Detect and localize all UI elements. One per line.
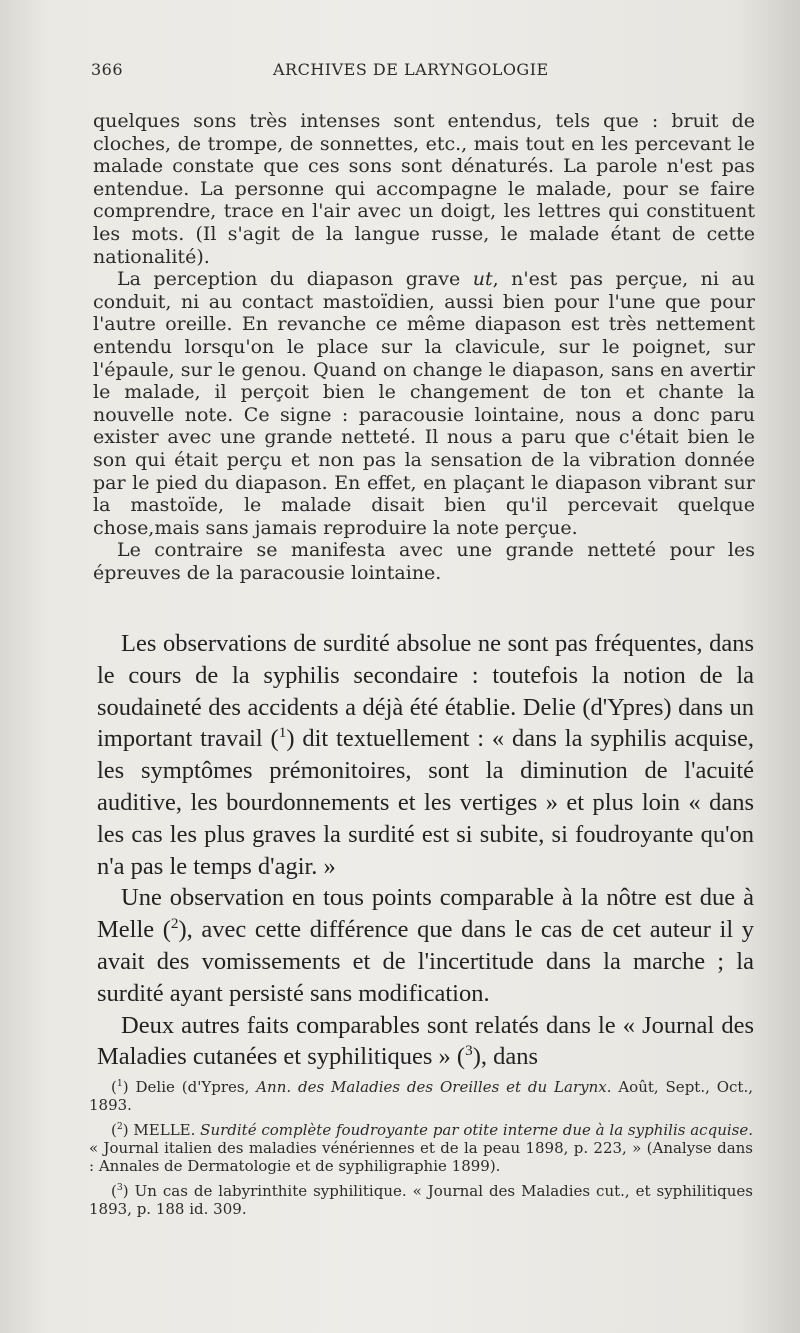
paragraph: Les observations de surdité absolue ne sont pas fréquentes, dans le cours de la syphilis secondaire : toutefois la notion de la soudaineté des accidents a déjà été établie. Delie (d'Ypres) dans un important travail ($^1$) dit textuellement : « dans la syphilis acquise, les symptômes prémonitoires, sont la diminution de l'acuité auditive, les bourdonnements et les vertiges » et plus loin « dans les cas les plus graves la surdité est si subite, si foudroyante qu'on n'a pas le temps d'agir. » [97, 630, 754, 880]
footnote-ref: 3 [465, 1042, 473, 1060]
footnotes [89, 1078, 753, 1225]
footnote: ($^3$) Un cas de labyrinthite syphilitique. « Journal des Maladies cut., et syphilitiques 1893, p. 188 id. 309. [89, 1182, 753, 1218]
footnote: ($^1$) Delie (d'Ypres, Ann. des Maladies des Oreilles et du Larynx. Août, Sept., Oct., 1893. [89, 1078, 753, 1114]
paragraph: Une observation en tous points comparable à la nôtre est due à Melle ($^2$), avec cette différence que dans le cas de cet auteur il y avait des vomissements et de l'incertitude dans la marche ; la surdité ayant persisté sans modification. [97, 884, 754, 1007]
page-number: 366 [91, 60, 124, 79]
footnote-mark: 3 [116, 1182, 123, 1193]
paragraph: La perception du diapason grave ut, n'est pas perçue, ni au conduit, ni au contact mastoïdien, aussi bien pour l'une que pour l'autre oreille. En revanche ce même diapason est très nettement entendu lorsqu'on le place sur la clavicule, sur le poignet, sur l'épaule, sur le genou. Quand on change le diapason, sans en avertir le malade, il perçoit bien le changement de ton et chante la nouvelle note. Ce signe : paracousie lointaine, nous a donc paru exister avec une grande netteté. Il nous a paru que c'était bien le son qui était perçu et non pas la sensation de la vibration donnée par le pied du diapason. En effet, en plaçant le diapason vibrant sur la mastoïde, le malade disait bien qu'il percevait quelque chose,mais sans jamais reproduire la note perçue. [93, 268, 755, 539]
paragraph: Le contraire se manifesta avec une grande netteté pour les épreuves de la paracousie lointaine. [93, 539, 755, 584]
footnote: ($^2$) MELLE. Surdité complète foudroyante par otite interne due à la syphilis acquise. « Journal italien des maladies vénériennes et de la peau 1898, p. 223, » (Analyse dans : Annales de Dermatologie et de syphiligraphie 1899). [89, 1121, 753, 1175]
running-title: ARCHIVES DE LARYNGOLOGIE [273, 60, 549, 79]
page-header [91, 60, 751, 84]
paragraph: quelques sons très intenses sont entendus, tels que : bruit de cloches, de trompe, de sonnettes, etc., mais tout en les percevant le malade constate que ces sons sont dénaturés. La parole n'est pas entendue. La personne qui accompagne le malade, pour se faire comprendre, trace en l'air avec un doigt, les lettres qui constituent les mots. (Il s'agit de la langue russe, le malade étant de cette nationalité). [93, 110, 755, 268]
italic-term: ut [472, 268, 493, 291]
footnote-mark: 2 [116, 1121, 123, 1132]
main-text [97, 628, 754, 1073]
case-description [93, 110, 755, 584]
footnote-mark: 1 [116, 1078, 123, 1089]
paragraph: Deux autres faits comparables sont relatés dans le « Journal des Maladies cutanées et syphilitiques » ($^3$), dans [97, 1011, 754, 1071]
footnote-ref: 2 [170, 915, 179, 933]
footnote-ref: 1 [278, 724, 287, 742]
